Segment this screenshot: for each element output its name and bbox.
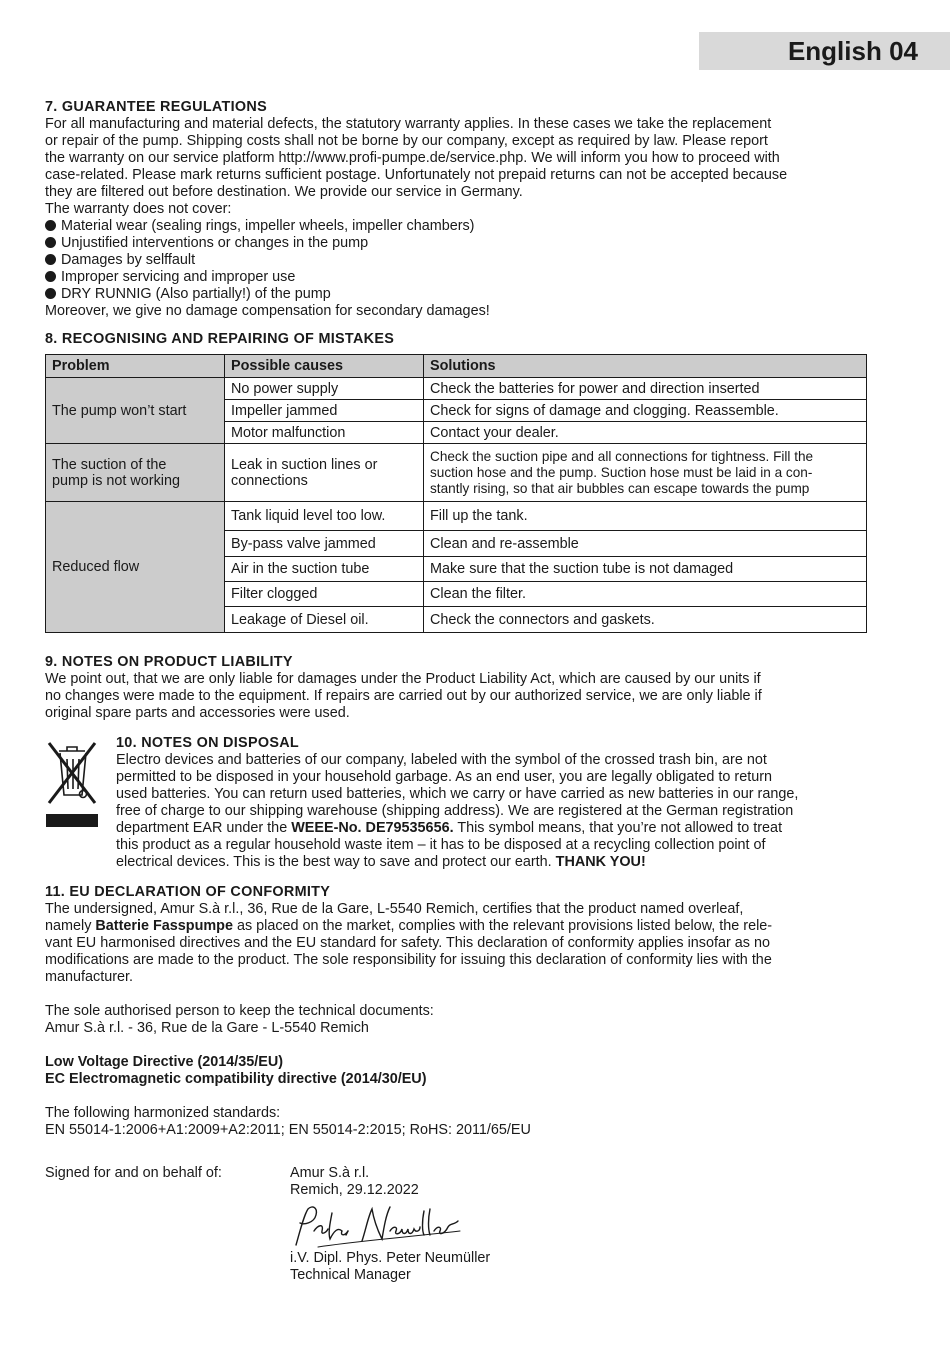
text-line: no changes were made to the equipment. If repairs are carried out by our authorized service, we are only liable if	[45, 688, 762, 704]
text-line: department EAR under the WEEE-No. DE79535656. This symbol means, that you’re not allowed to treat	[116, 820, 783, 836]
signatory-name: i.V. Dipl. Phys. Peter Neumüller	[290, 1250, 491, 1266]
list-item: Damages by selffault	[45, 252, 875, 269]
section-guarantee	[45, 99, 875, 320]
section-heading: 8. RECOGNISING AND REPAIRING OF MISTAKES	[45, 331, 395, 347]
section-heading: 7. GUARANTEE REGULATIONS	[45, 99, 268, 115]
warranty-exclusions-label: The warranty does not cover:	[45, 201, 232, 217]
solution-cell: Clean the filter.	[424, 582, 867, 607]
place-date: Remich, 29.12.2022	[290, 1182, 419, 1198]
solution-cell: Check the suction pipe and all connections for tightness. Fill the suction hose and the pump. Suction hose must be laid in a con- stantly rising, so that air bubbles can escape towards the pump	[424, 444, 867, 502]
page-header-tab	[699, 32, 950, 70]
standards-label: The following harmonized standards:	[45, 1105, 281, 1121]
text-line: free of charge to our shipping warehouse (shipping address). We are registered at the German registration	[116, 803, 794, 819]
product-name: Batterie Fasspumpe	[95, 918, 233, 934]
text-line: the warranty on our service platform http://www.profi-pumpe.de/service.php. We will inform you how to proceed with	[45, 150, 780, 166]
text-line: permitted to be disposed in your household garbage. As an end user, you are legally obligated to return	[116, 769, 773, 785]
section-heading: 10. NOTES ON DISPOSAL	[116, 735, 300, 751]
crossed-trash-bin-icon	[45, 737, 99, 829]
thank-you-text: THANK YOU!	[555, 854, 646, 870]
text-line: Electro devices and batteries of our company, labeled with the symbol of the crossed trash bin, are not	[116, 752, 767, 768]
text-line: they are filtered out before destination. We provide our service in Germany.	[45, 184, 523, 200]
bullet-list	[45, 218, 875, 303]
problem-cell: The suction of the pump is not working	[46, 444, 225, 502]
list-item: Unjustified interventions or changes in the pump	[45, 235, 875, 252]
cause-cell: Leakage of Diesel oil.	[225, 607, 424, 633]
cause-cell: Motor malfunction	[225, 422, 424, 444]
list-item: Material wear (sealing rings, impeller wheels, impeller chambers)	[45, 218, 875, 235]
authorised-person-label: The sole authorised person to keep the technical documents:	[45, 1003, 434, 1019]
column-header-solutions: Solutions	[424, 355, 867, 378]
section-heading: 9. NOTES ON PRODUCT LIABILITY	[45, 654, 293, 670]
troubleshooting-table	[45, 354, 867, 633]
text-line: namely Batterie Fasspumpe as placed on the market, complies with the relevant provisions listed below, the rele-	[45, 918, 773, 934]
bullet-dot-icon	[45, 288, 56, 299]
standards-list: EN 55014-1:2006+A1:2009+A2:2011; EN 55014-2:2015; RoHS: 2011/65/EU	[45, 1122, 531, 1138]
cause-cell: By-pass valve jammed	[225, 531, 424, 557]
text-line: modifications are made to the product. The sole responsibility for issuing this declaration of conformity lies with the	[45, 952, 772, 968]
section-closing-text: Moreover, we give no damage compensation for secondary damages!	[45, 303, 490, 319]
table-row	[46, 378, 867, 400]
problem-cell: The pump won’t start	[46, 378, 225, 444]
solution-cell: Check the batteries for power and direction inserted	[424, 378, 867, 400]
column-header-problem: Problem	[46, 355, 225, 378]
signed-label: Signed for and on behalf of:	[45, 1165, 222, 1181]
cause-cell: Impeller jammed	[225, 400, 424, 422]
section-eu-declaration	[45, 884, 875, 1139]
bullet-dot-icon	[45, 220, 56, 231]
table-header-row	[46, 355, 867, 378]
signatory-title: Technical Manager	[290, 1267, 411, 1283]
cause-cell: Tank liquid level too low.	[225, 502, 424, 531]
text-line: We point out, that we are only liable for damages under the Product Liability Act, which are caused by our units if	[45, 671, 761, 687]
weee-number: WEEE-No. DE79535656.	[291, 820, 454, 836]
signatory-block	[290, 1250, 490, 1284]
text-line: or repair of the pump. Shipping costs shall not be borne by our company, except as required by law. Please report	[45, 133, 768, 149]
column-header-causes: Possible causes	[225, 355, 424, 378]
list-item: Improper servicing and improper use	[45, 269, 875, 286]
solution-cell: Make sure that the suction tube is not damaged	[424, 557, 867, 582]
section-paragraph	[45, 116, 875, 201]
text-line: electrical devices. This is the best way to save and protect our earth. THANK YOU!	[116, 854, 646, 870]
cause-cell: Leak in suction lines or connections	[225, 444, 424, 502]
list-item: DRY RUNNIG (Also partially!) of the pump	[45, 286, 875, 303]
text-line: case-related. Please mark returns sufficient postage. Unfortunately not prepaid returns can not be accepted because	[45, 167, 788, 183]
solution-cell: Check for signs of damage and clogging. Reassemble.	[424, 400, 867, 422]
page-header-title: English 04	[787, 36, 918, 66]
bullet-dot-icon	[45, 271, 56, 282]
bullet-dot-icon	[45, 254, 56, 265]
handwritten-signature	[288, 1201, 466, 1251]
signature-block	[290, 1165, 419, 1199]
directive-low-voltage: Low Voltage Directive (2014/35/EU)	[45, 1054, 284, 1070]
bullet-dot-icon	[45, 237, 56, 248]
text-line: used batteries. You can return used batteries, which we carry or have carried as new batteries in our range,	[116, 786, 799, 802]
solution-cell: Fill up the tank.	[424, 502, 867, 531]
directive-emc: EC Electromagnetic compatibility directive (2014/30/EU)	[45, 1071, 427, 1087]
solution-cell: Clean and re-assemble	[424, 531, 867, 557]
section-disposal	[116, 735, 876, 871]
section-heading: 11. EU DECLARATION OF CONFORMITY	[45, 884, 331, 900]
table-row	[46, 502, 867, 531]
text-line: vant EU harmonised directives and the EU standard for safety. This declaration of conformity applies insofar as no	[45, 935, 770, 951]
text-line: The undersigned, Amur S.à r.l., 36, Rue de la Gare, L-5540 Remich, certifies that the product named overleaf,	[45, 901, 744, 917]
cause-cell: Air in the suction tube	[225, 557, 424, 582]
problem-cell: Reduced flow	[46, 502, 225, 633]
text-line: this product as a regular household waste item – it has to be disposed at a recycling collection point of	[116, 837, 766, 853]
authorised-person-address: Amur S.à r.l. - 36, Rue de la Gare - L-5540 Remich	[45, 1020, 369, 1036]
text-line: For all manufacturing and material defects, the statutory warranty applies. In these cases we take the replacement	[45, 116, 772, 132]
section-product-liability	[45, 654, 875, 722]
text-line: original spare parts and accessories were used.	[45, 705, 350, 721]
solution-cell: Check the connectors and gaskets.	[424, 607, 867, 633]
cause-cell: No power supply	[225, 378, 424, 400]
table-row	[46, 444, 867, 502]
solution-cell: Contact your dealer.	[424, 422, 867, 444]
text-line: manufacturer.	[45, 969, 133, 985]
company-name: Amur S.à r.l.	[290, 1165, 370, 1181]
cause-cell: Filter clogged	[225, 582, 424, 607]
